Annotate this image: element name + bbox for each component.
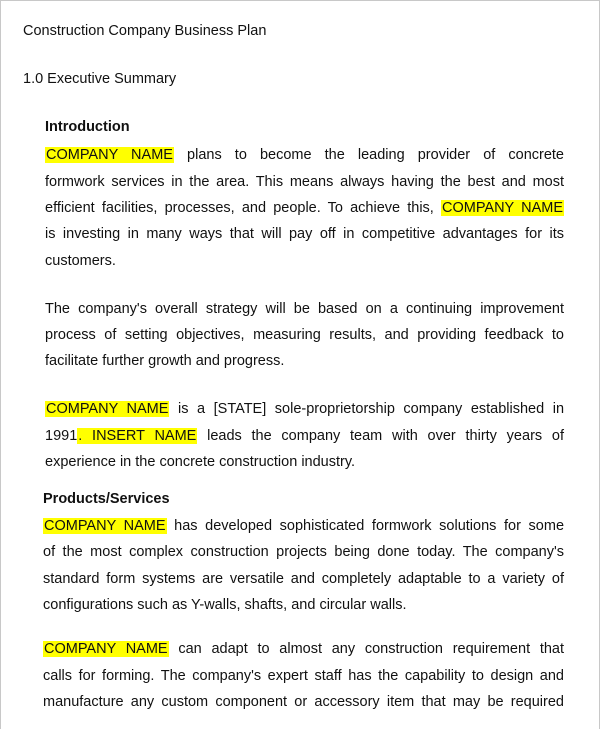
company-name-placeholder: COMPANY NAME: [46, 147, 173, 163]
intro-p1-line-2: formwork services in the area. This means always having the best and most: [45, 174, 564, 190]
company-name-placeholder: COMPANY NAME: [44, 518, 166, 534]
document-title: Construction Company Business Plan: [23, 23, 267, 39]
products-p1-line-3: standard form systems are versatile and completely adaptable to a variety of: [43, 571, 564, 587]
intro-p1-line-1-text: plans to become the leading provider of concrete: [187, 147, 564, 163]
products-services-heading: Products/Services: [43, 491, 170, 507]
introduction-heading: Introduction: [45, 119, 130, 135]
company-name-placeholder: COMPANY NAME: [441, 200, 563, 216]
products-p2-line-1-text: can adapt to almost any construction requirement that: [178, 641, 565, 657]
intro-p2-line-2: process of setting objectives, measuring results, and providing feedback to: [45, 327, 564, 343]
intro-p2-line-1: The company's overall strategy will be based on a continuing improvement: [45, 301, 564, 317]
intro-p3-line-1: [45, 399, 564, 419]
intro-p3-line-3: experience in the concrete construction industry.: [45, 454, 356, 470]
intro-p3-line-1-text: is a [STATE] sole-proprietorship company established in: [177, 401, 565, 417]
intro-p3-line-2: [45, 426, 564, 446]
products-p1-line-1-text: has developed sophisticated formwork solutions for some: [174, 518, 565, 534]
products-p1-line-1: [43, 516, 564, 536]
intro-p2-line-3: facilitate further growth and progress.: [45, 353, 285, 369]
products-p2-line-2: calls for forming. The company's expert staff has the capability to design and: [43, 668, 564, 684]
intro-p1-line-5: customers.: [45, 253, 116, 269]
products-p1-line-2: of the most complex construction projects being done today. The company's: [43, 544, 564, 560]
founding-year: 1991: [45, 428, 78, 444]
products-p1-line-4: configurations such as Y-walls, shafts, and circular walls.: [43, 597, 407, 613]
intro-p1-line-3-text: efficient facilities, processes, and people. To achieve this,: [45, 200, 434, 216]
intro-p1-line-4: is investing in many ways that will pay off in competitive advantages for its: [45, 226, 564, 242]
section-heading: 1.0 Executive Summary: [23, 71, 177, 87]
intro-p1-line-1: [45, 145, 564, 165]
intro-p1-line-3: [45, 198, 564, 218]
insert-name-placeholder: . INSERT NAME: [78, 428, 197, 444]
intro-p3-line-2-text: leads the company team with over thirty years of: [207, 428, 564, 444]
company-name-placeholder: COMPANY NAME: [44, 641, 168, 657]
products-p2-line-1: [43, 639, 564, 659]
company-name-placeholder: COMPANY NAME: [46, 401, 169, 417]
products-p2-line-3: manufacture any custom component or accessory item that may be required: [43, 694, 564, 710]
